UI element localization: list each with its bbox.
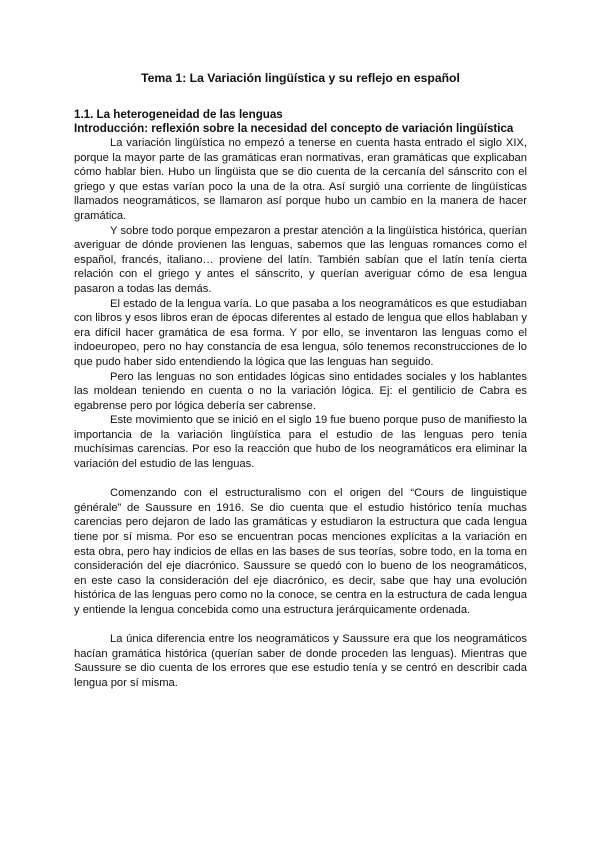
paragraph: Pero las lenguas no son entidades lógicas sino entidades sociales y los hablantes las moldean teniendo en cuenta o no la variación lógica. Ej: el gentilicio de Cabra es egabrense pero por lógica debería ser cabrense. xyxy=(74,370,527,412)
paragraph: Y sobre todo porque empezaron a prestar atención a la lingüística histórica, querían averiguar de dónde provienen las lenguas, sabemos que las lenguas romances como el español, francés, italiano… proviene del latín. También sabían que el latín tenía cierta relación con el griego y antes el sánscrito, y querían averiguar cómo de esa lengua pasaron a todas las demás. xyxy=(74,224,527,295)
section-heading: 1.1. La heterogeneidad de las lenguas xyxy=(74,108,283,121)
paragraph-spacer xyxy=(74,618,527,633)
subsection-heading: Introducción: reflexión sobre la necesidad del concepto de variación lingüística xyxy=(74,122,514,135)
paragraph: La única diferencia entre los neogramáticos y Saussure era que los neogramáticos hacían gramática histórica (querían saber de donde proceden las lenguas). Mientras que Saussure se dio cuenta de los errores que ese estudio tenía y se centró en describir cada lengua por sí misma. xyxy=(74,633,527,689)
paragraph: La variación lingüística no empezó a tenerse en cuenta hasta entrado el siglo XIX, porque la mayor parte de las gramáticas eran normativas, eran gramáticas que explicaban cómo hablar bien. Hubo un lingüista que se dio cuenta de la cercanía del sánscrito con el griego y que estas varían poco la una de la otra. Así surgió una corriente de lingüísticas llamados neogramáticos, se llamaron así porque hubo un cambio en la manera de hacer gramática. xyxy=(74,137,527,222)
document-title: Tema 1: La Variación lingüística y su reflejo en español xyxy=(141,71,460,85)
paragraph-spacer xyxy=(74,472,527,487)
paragraph: Comenzando con el estructuralismo con el origen del “Cours de linguistique générale” de Saussure en 1916. Se dio cuenta que el estudio histórico tenía muchas carencias pero dejaron de lado las gramáticas y estudiaron la estructura que cada lengua tiene por sí misma. Por eso se encuentran pocas menciones explícitas a la variación en esta obra, pero hay indicios de ellas en las bases de sus teorías, sobre todo, en la toma en consideración del eje diacrónico. Saussure se quedó con lo bueno de los neogramáticos, en este caso la consideración del eje diacrónico, es decir, sabe que hay una evolución histórica de las lenguas pero como no la conoce, se centra en la estructura de cada lengua y entiende la lengua concebida como una estructura jerárquicamente ordenada. xyxy=(74,487,527,616)
paragraph: Este movimiento que se inició en el siglo 19 fue bueno porque puso de manifiesto la importancia de la variación lingüística para el estudio de las lenguas pero tenía muchísimas carencias. Por eso la reacción que hubo de los neogramáticos era eliminar la variación del estudio de las lenguas. xyxy=(74,414,527,471)
paragraph: El estado de la lengua varía. Lo que pasaba a los neogramáticos es que estudiaban con libros y esos libros eran de épocas diferentes al estado de lengua que ellos hablaban y era difícil hacer gramática de esa forma. Y por ello, se inventaron las lenguas como el indoeuropeo, pero no hay constancia de esa lengua, sólo tenemos reconstrucciones de lo que pudo haber sido entendiendo la lógica que las lenguas han seguido. xyxy=(74,297,527,368)
